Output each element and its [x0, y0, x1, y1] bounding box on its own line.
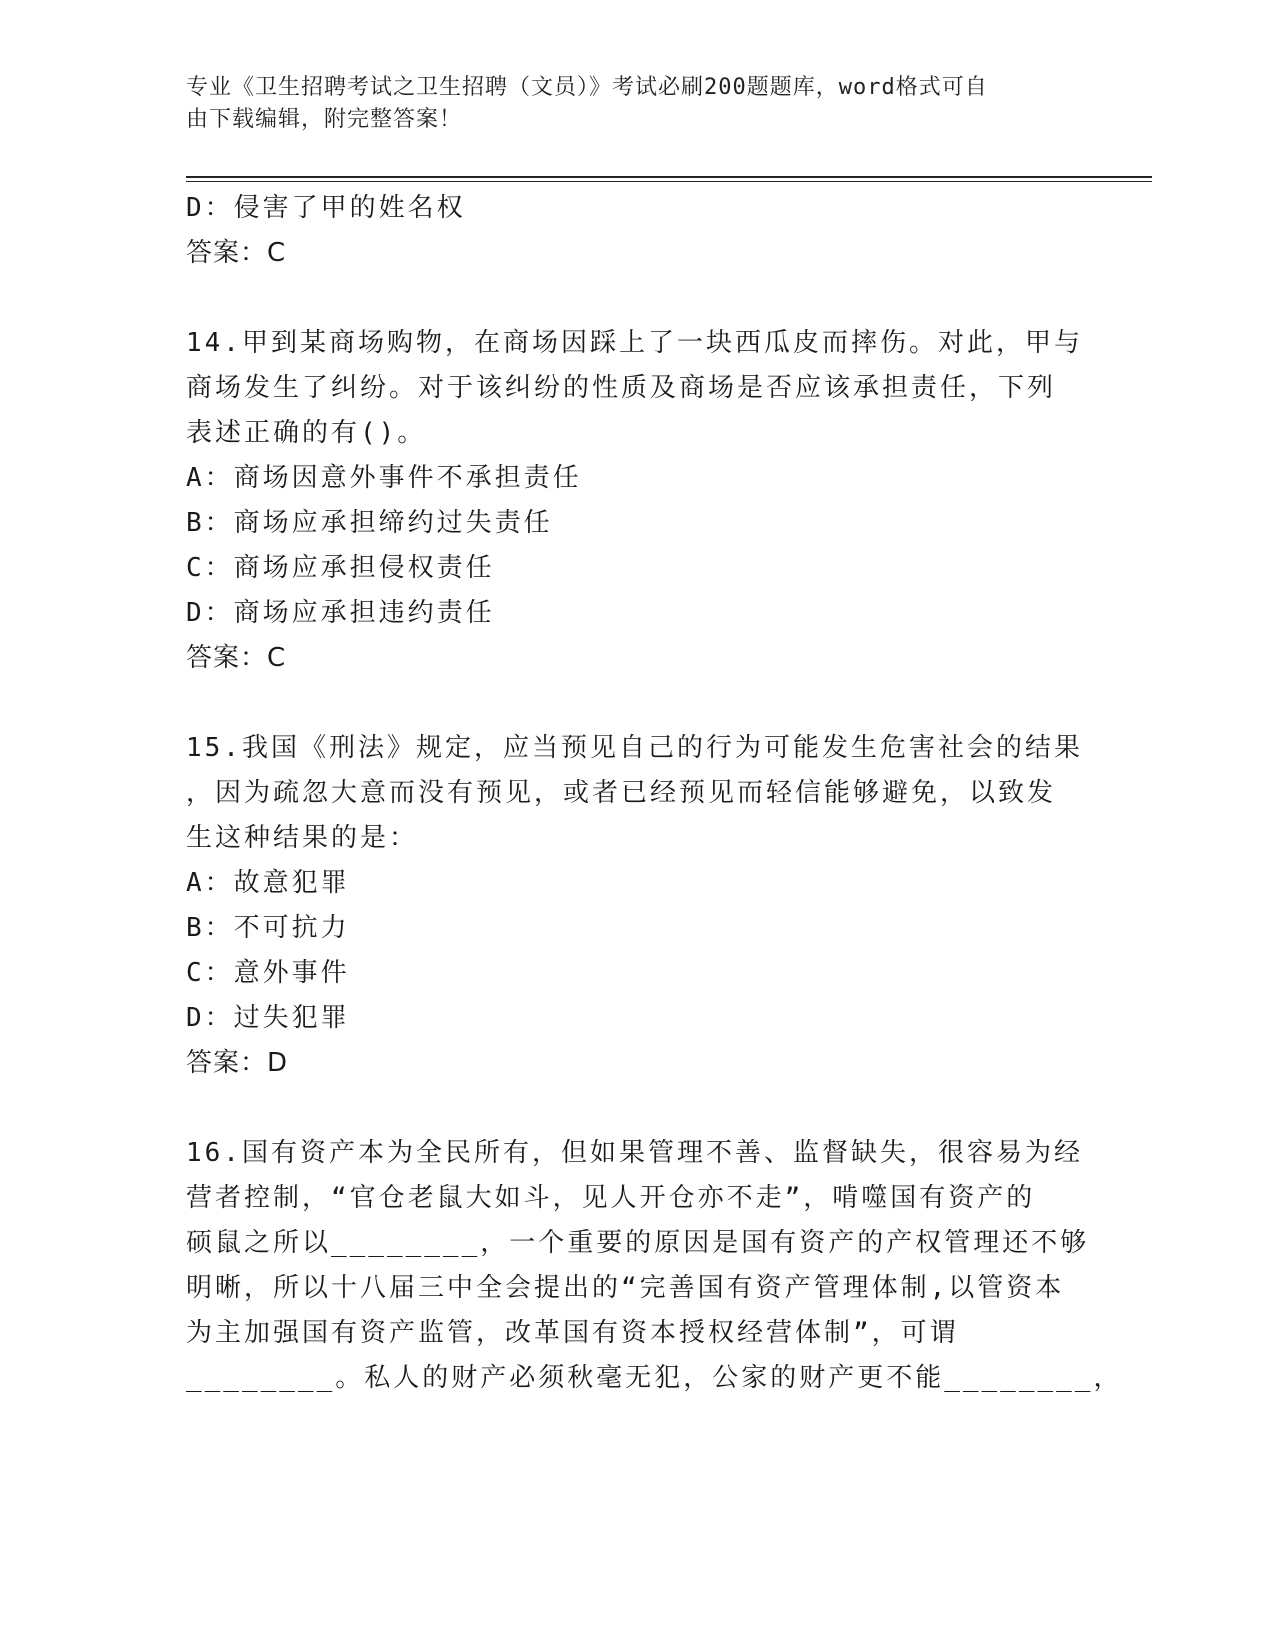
q15-option-b: B：不可抗力 — [186, 913, 350, 943]
spacer — [186, 276, 1086, 321]
q14-option-b: B：商场应承担缔约过失责任 — [186, 508, 553, 538]
document-header — [186, 72, 1066, 136]
q14-stem-line: 商场发生了纠纷。对于该纠纷的性质及商场是否应该承担责任，下列 — [186, 373, 1057, 403]
header-line-1: 专业《卫生招聘考试之卫生招聘（文员）》考试必刷200题题库，word格式可自 — [186, 75, 988, 100]
header-line-2: 由下载编辑，附完整答案！ — [186, 107, 463, 132]
q15-option-a: A：故意犯罪 — [186, 868, 350, 898]
question-content — [186, 186, 1123, 1401]
question-15 — [186, 726, 1086, 1086]
q14-option-a: A：商场因意外事件不承担责任 — [186, 463, 582, 493]
q15-answer: 答案：D — [186, 1048, 289, 1078]
q16-stem-line: 为主加强国有资产监管，改革国有资本授权经营体制”，可谓 — [186, 1318, 959, 1348]
header-divider-thick — [186, 176, 1152, 178]
question-16 — [186, 1131, 1123, 1401]
q14-stem-line: 表述正确的有()。 — [186, 418, 427, 448]
q14-option-d: D：商场应承担违约责任 — [186, 598, 495, 628]
q14-stem-line: 14.甲到某商场购物，在商场因踩上了一块西瓜皮而摔伤。对此，甲与 — [186, 328, 1083, 358]
q15-option-c: C：意外事件 — [186, 958, 350, 988]
question-14 — [186, 321, 1086, 681]
q15-stem-line: ，因为疏忽大意而没有预见，或者已经预见而轻信能够避免，以致发 — [186, 778, 1057, 808]
spacer — [186, 681, 1086, 726]
q16-stem-line: 16.国有资产本为全民所有，但如果管理不善、监督缺失，很容易为经 — [186, 1138, 1083, 1168]
q16-stem-line: ________。私人的财产必须秋毫无犯，公家的财产更不能________， — [186, 1363, 1123, 1393]
q16-stem-line: 明晰，所以十八届三中全会提出的“完善国有资产管理体制,以管资本 — [186, 1273, 1065, 1303]
q13-answer: 答案：C — [186, 238, 287, 268]
q14-answer: 答案：C — [186, 643, 287, 673]
q15-option-d: D：过失犯罪 — [186, 1003, 350, 1033]
q14-option-c: C：商场应承担侵权责任 — [186, 553, 495, 583]
spacer — [186, 1086, 1086, 1131]
header-divider-thin — [186, 181, 1152, 182]
q15-stem-line: 15.我国《刑法》规定，应当预见自己的行为可能发生危害社会的结果 — [186, 733, 1083, 763]
q16-stem-line: 硕鼠之所以________，一个重要的原因是国有资产的产权管理还不够 — [186, 1228, 1090, 1258]
q16-stem-line: 营者控制，“官仓老鼠大如斗，见人开仓亦不走”，啃噬国有资产的 — [186, 1183, 1036, 1213]
q15-stem-line: 生这种结果的是： — [186, 823, 419, 853]
q13-option-d: D：侵害了甲的姓名权 — [186, 193, 466, 223]
